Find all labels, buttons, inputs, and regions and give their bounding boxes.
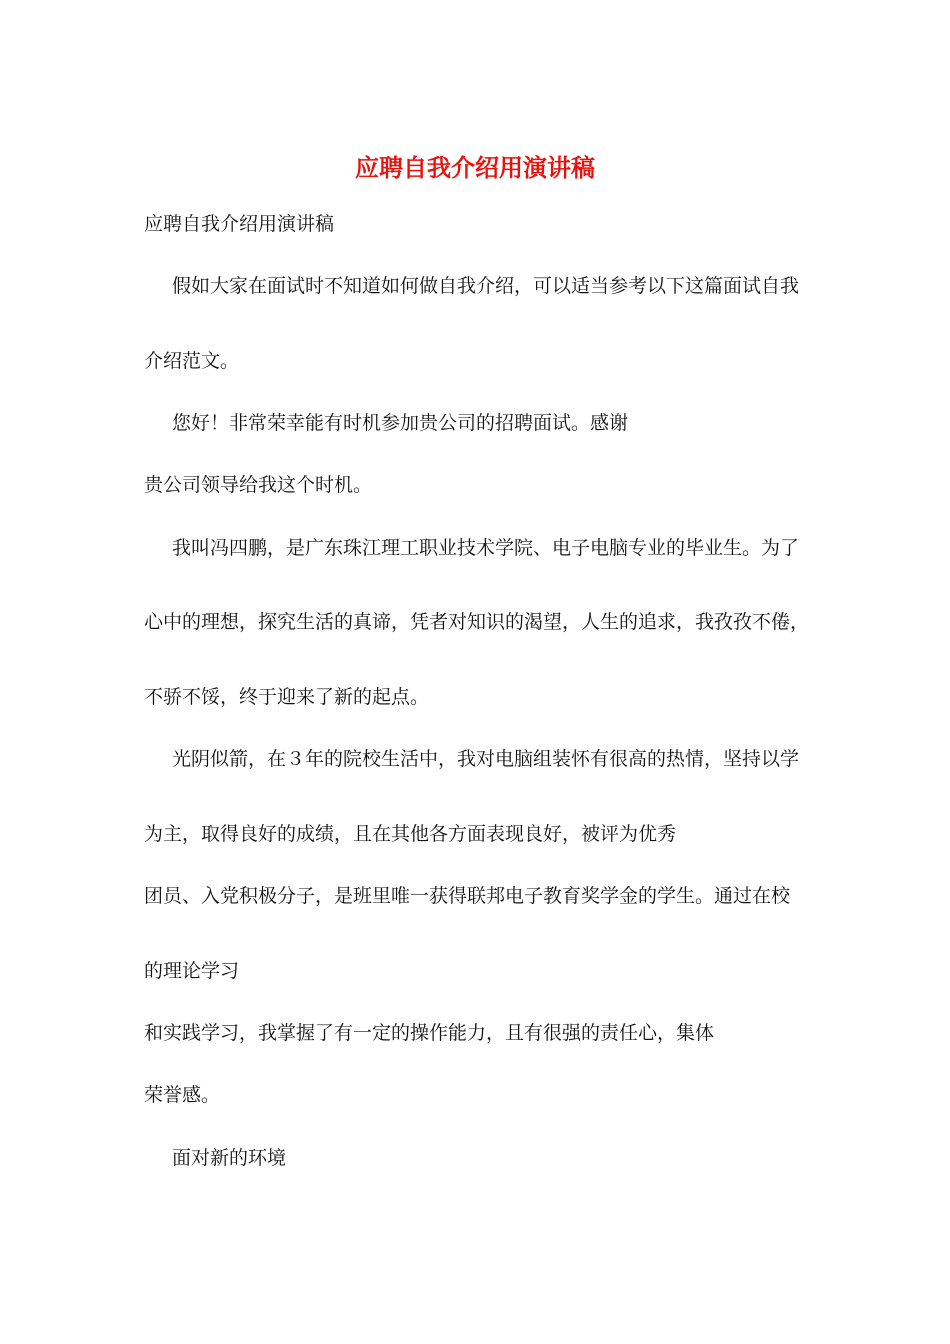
body-line: 为主，取得良好的成绩，且在其他各方面表现良好，被评为优秀 [144, 823, 677, 845]
body-line: 介绍范文。 [144, 350, 240, 372]
document-title: 应聘自我介绍用演讲稿 [355, 153, 595, 182]
body-line: 光阴似箭，在３年的院校生活中，我对电脑组装怀有很高的热情，坚持以学 [172, 748, 800, 770]
body-line: 荣誉感。 [144, 1084, 221, 1106]
body-line: 的理论学习 [144, 960, 240, 982]
body-line: 团员、入党积极分子，是班里唯一获得联邦电子教育奖学金的学生。通过在校 [144, 885, 791, 907]
body-line: 您好！非常荣幸能有时机参加贵公司的招聘面试。感谢 [172, 412, 629, 434]
body-line: 和实践学习，我掌握了有一定的操作能力，且有很强的责任心，集体 [144, 1022, 715, 1044]
body-line: 我叫冯四鹏，是广东珠江理工职业技术学院、电子电脑专业的毕业生。为了 [172, 537, 800, 559]
body-line: 不骄不馁，终于迎来了新的起点。 [144, 686, 430, 708]
body-line-subtitle: 应聘自我介绍用演讲稿 [144, 213, 335, 235]
body-line: 假如大家在面试时不知道如何做自我介绍，可以适当参考以下这篇面试自我 [172, 275, 800, 297]
body-line: 贵公司领导给我这个时机。 [144, 474, 373, 496]
body-line: 心中的理想，探究生活的真谛，凭者对知识的渴望，人生的追求，我孜孜不倦， [144, 611, 810, 633]
body-line: 面对新的环境 [172, 1147, 287, 1169]
